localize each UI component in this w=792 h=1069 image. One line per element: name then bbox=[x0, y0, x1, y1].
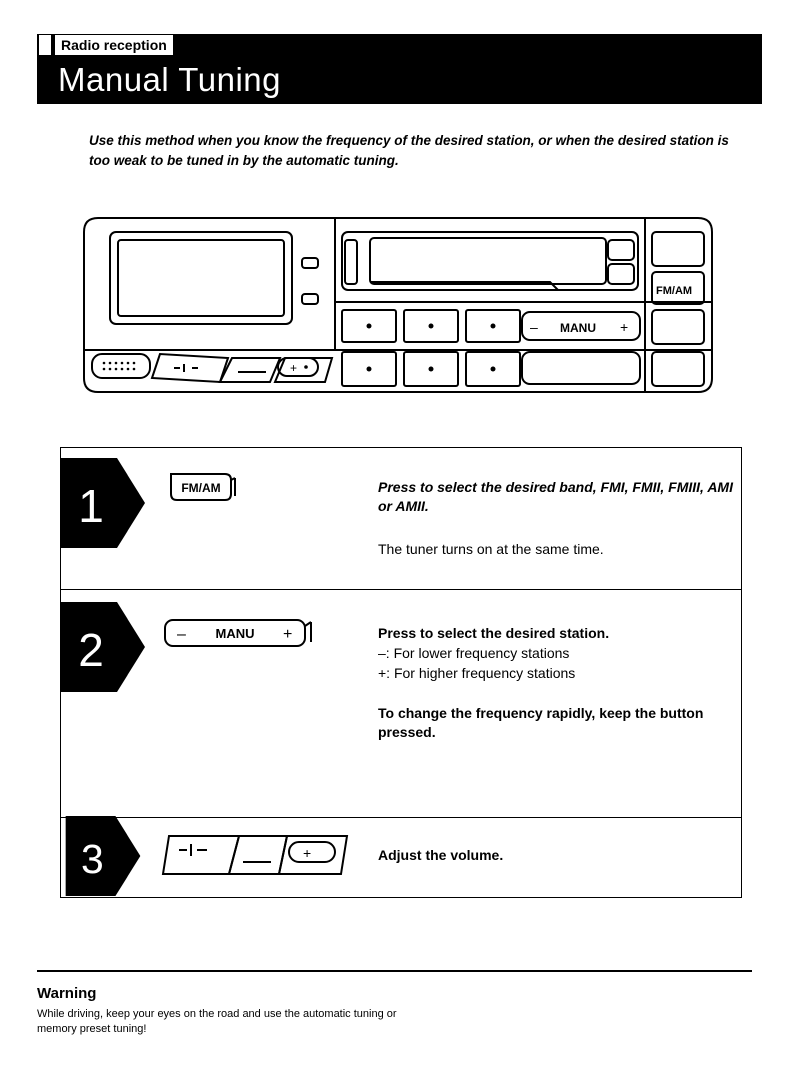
device-manu-label: MANU bbox=[560, 321, 596, 335]
radio-faceplate-illustration bbox=[80, 212, 716, 396]
step-2-tip: To change the frequency rapidly, keep the button pressed. bbox=[378, 705, 704, 740]
volume-icon-plus: + bbox=[303, 845, 312, 861]
device-fm-am-label: FM/AM bbox=[656, 285, 693, 297]
step-1-instruction: Press to select the desired band, FMI, FMII, FMIII, AMI or AMII. bbox=[378, 479, 733, 514]
warning-title: Warning bbox=[37, 985, 97, 1002]
step-2 bbox=[61, 590, 741, 818]
intro-text: Use this method when you know the frequency of the desired station, or when the desired station is too weak to be tuned in by the automatic tuning. bbox=[89, 133, 729, 168]
device-manu-minus: – bbox=[530, 319, 538, 335]
steps-box bbox=[60, 447, 742, 898]
warning-text: While driving, keep your eyes on the road and use the automatic tuning or memory preset tuning! bbox=[37, 1008, 397, 1035]
volume-control-icon bbox=[159, 832, 349, 878]
step-2-instruction: Press to select the desired station. bbox=[378, 625, 610, 641]
step-2-plus-line: +: For higher frequency stations bbox=[378, 665, 576, 681]
step-number-1: 1 bbox=[78, 480, 104, 532]
page-title: Manual Tuning bbox=[58, 61, 281, 98]
step-2-minus-line: –: For lower frequency stations bbox=[378, 645, 570, 661]
warning-divider bbox=[37, 970, 752, 972]
manu-icon-label: MANU bbox=[215, 626, 255, 641]
step-badge-3 bbox=[61, 816, 145, 896]
step-number-3: 3 bbox=[80, 835, 104, 882]
section-label: Radio reception bbox=[55, 35, 173, 55]
step-3-instruction: Adjust the volume. bbox=[378, 847, 504, 863]
fm-am-icon-label: FM/AM bbox=[181, 481, 221, 495]
step-badge-2 bbox=[61, 602, 145, 692]
step-1 bbox=[61, 448, 741, 590]
device-manu-plus: + bbox=[620, 319, 629, 335]
manu-button-icon bbox=[163, 616, 313, 650]
fm-am-button-icon bbox=[169, 470, 239, 504]
step-3 bbox=[61, 818, 741, 896]
device-volume-plus: + bbox=[290, 361, 298, 375]
step-badge-1 bbox=[61, 458, 145, 548]
step-number-2: 2 bbox=[78, 624, 104, 676]
manu-icon-plus: + bbox=[283, 626, 293, 643]
manu-icon-minus: – bbox=[177, 626, 186, 643]
step-1-note: The tuner turns on at the same time. bbox=[378, 541, 604, 557]
section-marker bbox=[39, 35, 51, 55]
